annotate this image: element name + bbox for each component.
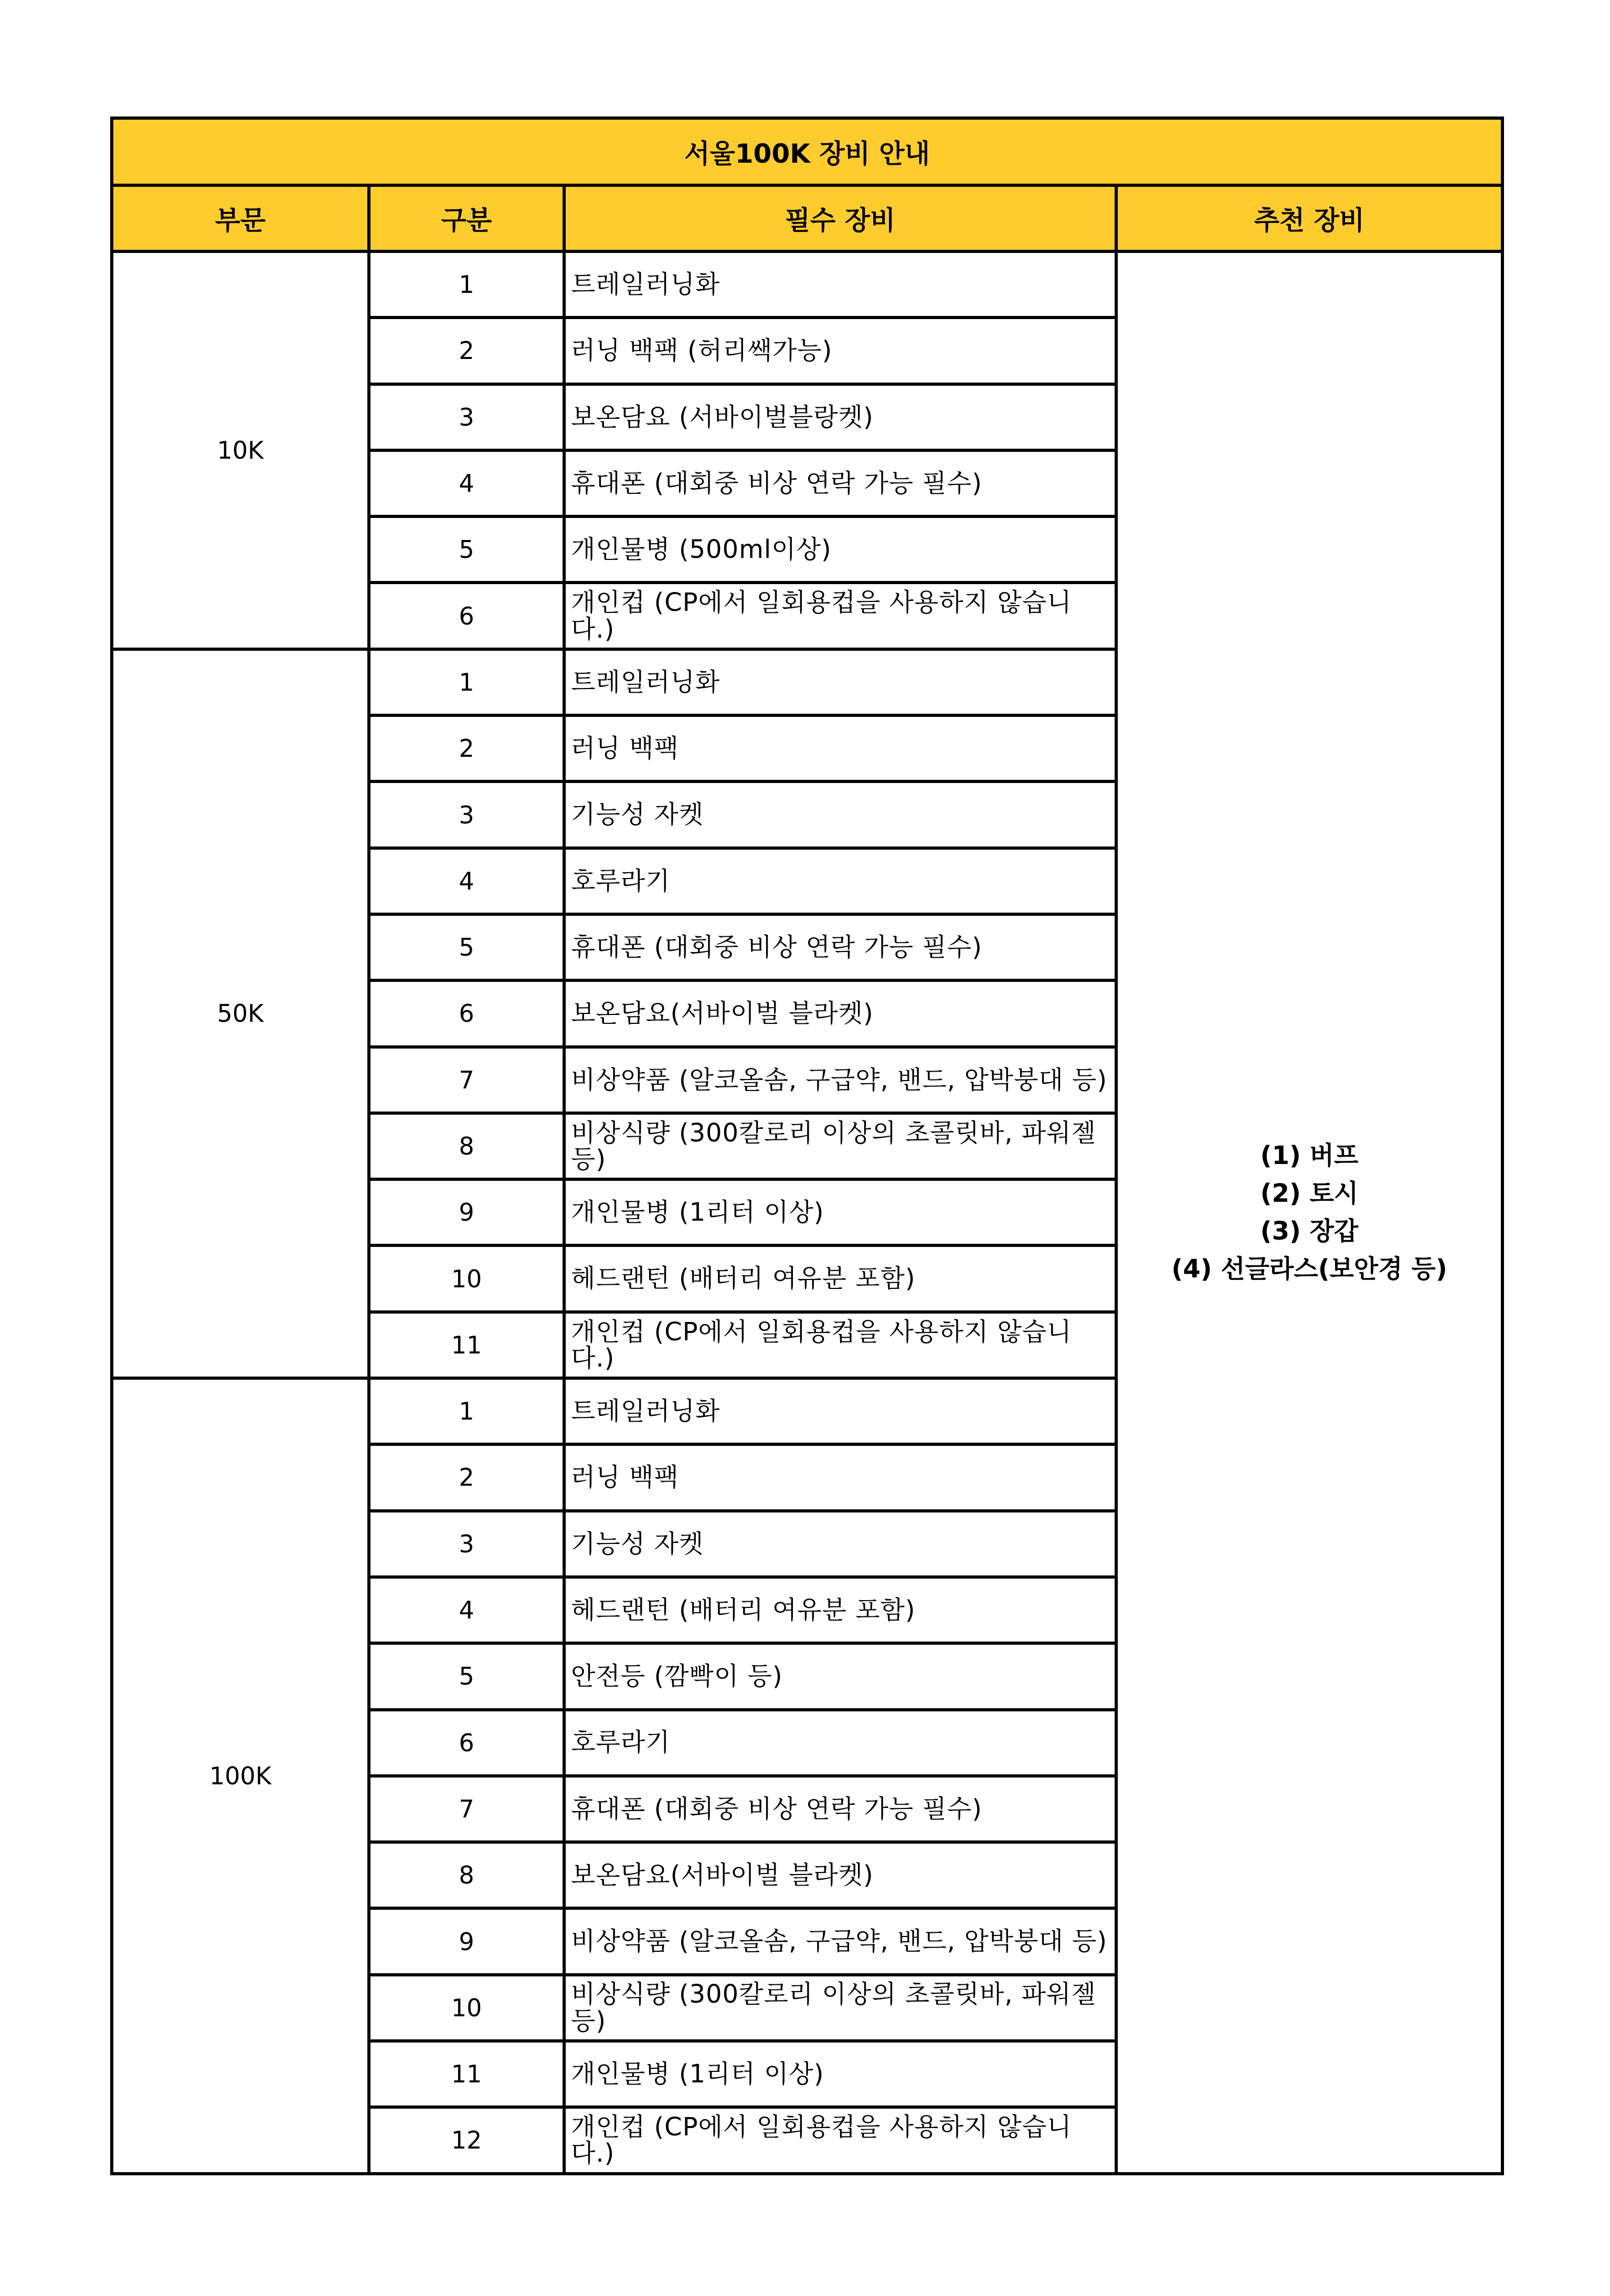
- item-number: 9: [369, 1908, 564, 1974]
- required-item-text: 호루라기: [571, 1728, 671, 1758]
- required-item-text: 트레일러닝화: [571, 269, 721, 299]
- required-item-text: 기능성 자켓: [571, 800, 704, 830]
- required-item-text: 휴대폰 (대회중 비상 연락 가능 필수): [571, 468, 982, 498]
- required-item: [564, 1577, 1116, 1643]
- item-number: 7: [369, 1776, 564, 1842]
- item-number: 10: [369, 1975, 564, 2041]
- item-number: 4: [369, 848, 564, 914]
- item-number: 1: [369, 251, 564, 318]
- required-item-text: 보온담요 (서바이벌블랑켓): [571, 402, 874, 432]
- header-number: 구분: [369, 185, 564, 251]
- required-item-text: 비상식량 (300칼로리 이상의 초콜릿바, 파워젤 등): [571, 1980, 1096, 2036]
- required-item: [564, 781, 1116, 848]
- required-item: [564, 1776, 1116, 1842]
- required-item: [564, 1842, 1116, 1908]
- required-item: [564, 1511, 1116, 1577]
- required-item-text: 비상약품 (알코올솜, 구급약, 밴드, 압박붕대 등): [571, 1927, 1108, 1956]
- item-number: 4: [369, 450, 564, 516]
- required-item: [564, 715, 1116, 781]
- section-cell: 10K: [112, 251, 369, 649]
- required-item-text: 러닝 백팩 (허리쌕가능): [571, 336, 833, 366]
- item-number: 2: [369, 715, 564, 781]
- header-recommended: 추천 장비: [1116, 185, 1502, 251]
- required-item-text: 개인컵 (CP에서 일회용컵을 사용하지 않습니다.): [571, 2112, 1072, 2168]
- item-number: 7: [369, 1047, 564, 1113]
- required-item: [564, 318, 1116, 384]
- item-number: 2: [369, 1444, 564, 1510]
- item-number: 4: [369, 1577, 564, 1643]
- item-number: 6: [369, 980, 564, 1046]
- item-number: 3: [369, 384, 564, 450]
- required-item: [564, 516, 1116, 583]
- required-item-text: 개인컵 (CP에서 일회용컵을 사용하지 않습니다.): [571, 588, 1072, 644]
- required-item-text: 기능성 자켓: [571, 1529, 704, 1559]
- item-number: 5: [369, 914, 564, 980]
- item-number: 10: [369, 1245, 564, 1311]
- item-number: 1: [369, 1378, 564, 1444]
- required-item: [564, 583, 1116, 649]
- header-section: 부문: [112, 185, 369, 251]
- required-item: [564, 1047, 1116, 1113]
- required-item: [564, 649, 1116, 715]
- required-item-text: 러닝 백팩: [571, 1463, 679, 1493]
- item-number: 12: [369, 2107, 564, 2173]
- required-item-text: 개인컵 (CP에서 일회용컵을 사용하지 않습니다.): [571, 1317, 1072, 1373]
- table-body: [112, 251, 1502, 2174]
- required-item-text: 보온담요(서바이벌 블라켓): [571, 1860, 874, 1890]
- item-number: 5: [369, 1643, 564, 1709]
- item-number: 6: [369, 1710, 564, 1776]
- item-number: 5: [369, 516, 564, 583]
- item-number: 3: [369, 781, 564, 848]
- item-number: 11: [369, 2041, 564, 2107]
- required-item-text: 개인물병 (1리터 이상): [571, 1198, 824, 1228]
- equipment-table: [110, 117, 1504, 2175]
- required-item-text: 트레일러닝화: [571, 667, 721, 697]
- required-item-text: 보온담요(서바이벌 블라켓): [571, 999, 874, 1029]
- required-item: [564, 2041, 1116, 2107]
- required-item: [564, 848, 1116, 914]
- item-number: 2: [369, 318, 564, 384]
- recommended-item: (1) 버프: [1260, 1141, 1359, 1171]
- table-row: [112, 251, 1502, 318]
- required-item: [564, 1179, 1116, 1245]
- required-item: [564, 1444, 1116, 1510]
- required-item: [564, 384, 1116, 450]
- header-required: 필수 장비: [564, 185, 1116, 251]
- required-item: [564, 980, 1116, 1046]
- recommended-item: (3) 장갑: [1260, 1216, 1359, 1246]
- required-item: [564, 1908, 1116, 1974]
- required-item: [564, 1378, 1116, 1444]
- recommended-item: (2) 토시: [1260, 1179, 1359, 1209]
- recommended-equipment: [1116, 251, 1502, 2174]
- item-number: 6: [369, 583, 564, 649]
- item-number: 9: [369, 1179, 564, 1245]
- table-title: 서울100K 장비 안내: [112, 118, 1502, 185]
- item-number: 3: [369, 1511, 564, 1577]
- required-item-text: 개인물병 (500ml이상): [571, 535, 832, 565]
- required-item: [564, 1312, 1116, 1378]
- item-number: 8: [369, 1113, 564, 1179]
- required-item-text: 러닝 백팩: [571, 734, 679, 764]
- item-number: 1: [369, 649, 564, 715]
- required-item: [564, 2107, 1116, 2173]
- required-item-text: 비상약품 (알코올솜, 구급약, 밴드, 압박붕대 등): [571, 1065, 1108, 1095]
- required-item: [564, 1643, 1116, 1709]
- required-item-text: 개인물병 (1리터 이상): [571, 2059, 824, 2089]
- required-item-text: 헤드랜턴 (배터리 여유분 포함): [571, 1595, 916, 1625]
- required-item-text: 헤드랜턴 (배터리 여유분 포함): [571, 1264, 916, 1294]
- required-item: [564, 914, 1116, 980]
- required-item-text: 트레일러닝화: [571, 1396, 721, 1426]
- recommended-item: (4) 선글라스(보안경 등): [1171, 1254, 1447, 1284]
- required-item: [564, 1710, 1116, 1776]
- required-item: [564, 1975, 1116, 2041]
- section-cell: 50K: [112, 649, 369, 1378]
- required-item: [564, 251, 1116, 318]
- required-item-text: 호루라기: [571, 866, 671, 896]
- required-item: [564, 1113, 1116, 1179]
- required-item-text: 휴대폰 (대회중 비상 연락 가능 필수): [571, 932, 982, 962]
- equipment-sheet: [110, 117, 1501, 2175]
- required-item-text: 안전등 (깜빡이 등): [571, 1662, 783, 1691]
- required-item-text: 휴대폰 (대회중 비상 연락 가능 필수): [571, 1794, 982, 1824]
- section-cell: 100K: [112, 1378, 369, 2174]
- required-item: [564, 450, 1116, 516]
- item-number: 8: [369, 1842, 564, 1908]
- item-number: 11: [369, 1312, 564, 1378]
- required-item: [564, 1245, 1116, 1311]
- required-item-text: 비상식량 (300칼로리 이상의 초콜릿바, 파워젤 등): [571, 1118, 1096, 1174]
